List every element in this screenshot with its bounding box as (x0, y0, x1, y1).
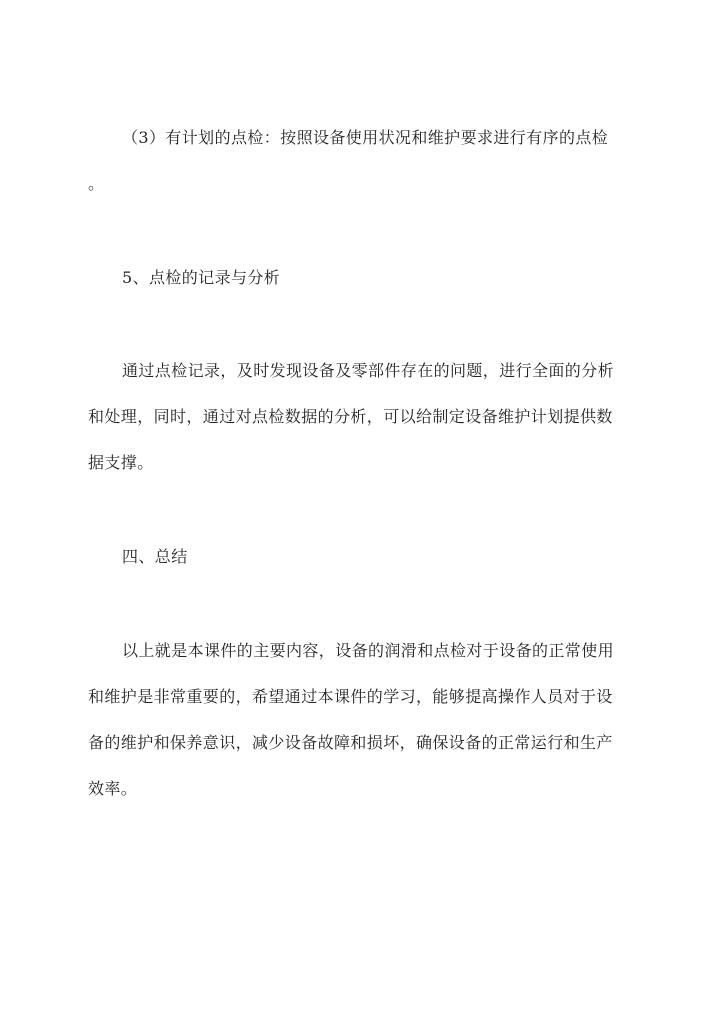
section-heading: 四、总结 (122, 547, 188, 566)
paragraph-line: 和处理，同时，通过对点检数据的分析，可以给制定设备维护计划提供数 (88, 407, 613, 426)
paragraph-line: （3）有计划的点检：按照设备使用状况和维护要求进行有序的点检 (122, 128, 609, 147)
paragraph-line: 。 (88, 174, 105, 193)
paragraph-line: 效率。 (88, 779, 138, 798)
paragraph-line: 备的维护和保养意识，减少设备故障和损坏，确保设备的正常运行和生产 (88, 733, 613, 752)
section-heading: 5、点检的记录与分析 (122, 268, 281, 287)
paragraph-line: 以上就是本课件的主要内容，设备的润滑和点检对于设备的正常使用 (122, 641, 615, 660)
paragraph-line: 据支撑。 (88, 453, 154, 472)
paragraph-line: 和维护是非常重要的，希望通过本课件的学习，能够提高操作人员对于设 (88, 687, 613, 706)
paragraph-line: 通过点检记录，及时发现设备及零部件存在的问题，进行全面的分析 (122, 361, 615, 380)
